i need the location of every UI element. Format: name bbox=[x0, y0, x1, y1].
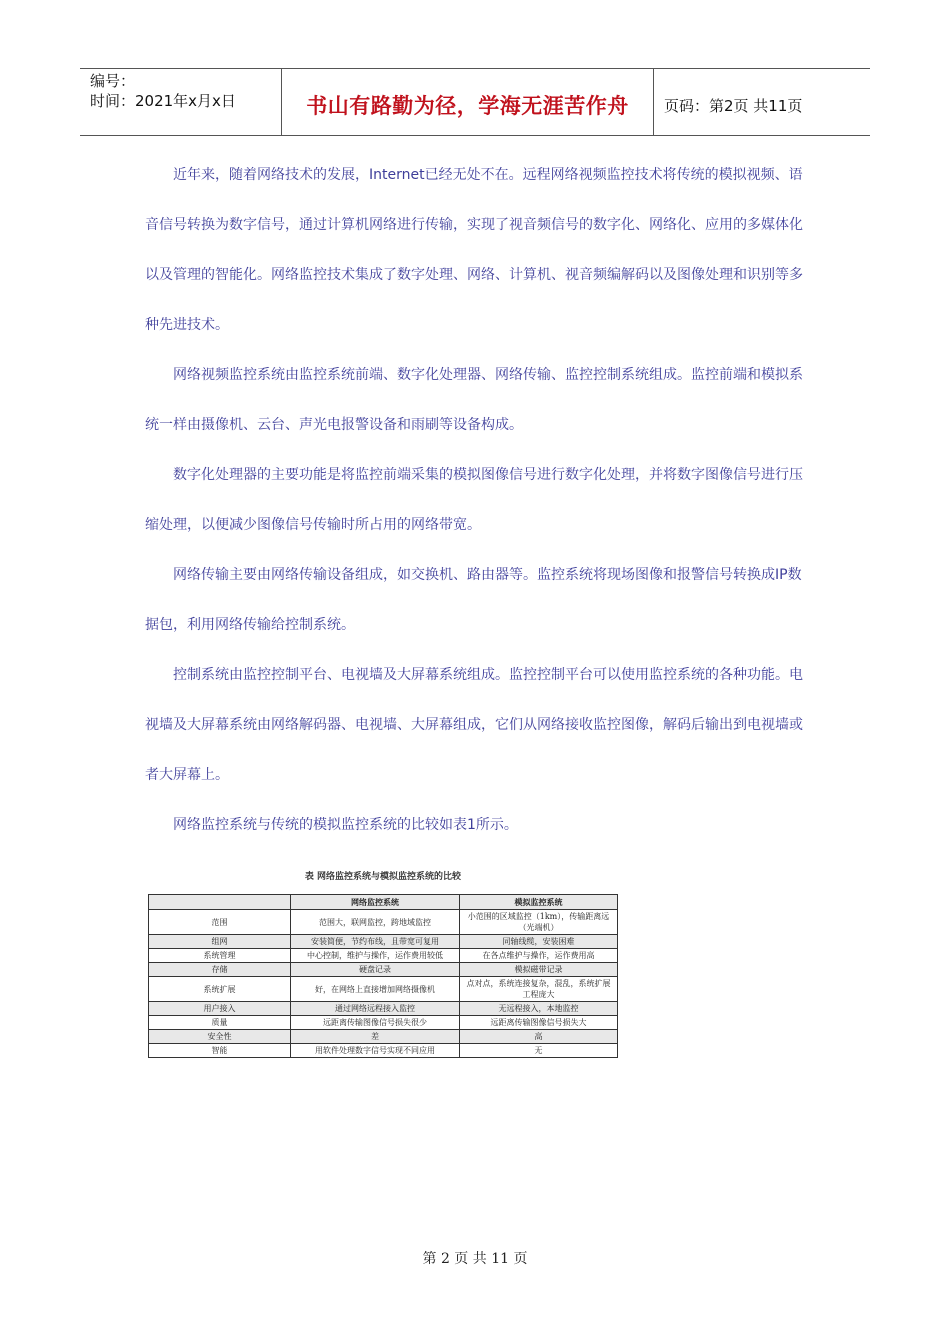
table-row bbox=[149, 1016, 618, 1030]
page-footer: 第 2 页 共 11 页 bbox=[422, 1251, 528, 1267]
table-row bbox=[149, 1030, 618, 1044]
table-row bbox=[149, 1044, 618, 1058]
table-cell: 同轴线缆，安装困难 bbox=[460, 935, 618, 949]
table-row bbox=[149, 977, 618, 1002]
table-cell: 质量 bbox=[149, 1016, 291, 1030]
table-cell: 范围大，联网监控，跨地域监控 bbox=[291, 910, 460, 935]
paragraph: 网络传输主要由网络传输设备组成，如交换机、路由器等。监控系统将现场图像和报警信号转换成IP数据包，利用网络传输给控制系统。 bbox=[145, 567, 802, 633]
comparison-table bbox=[148, 894, 618, 1058]
table-cell: 好，在网络上直接增加网络摄像机 bbox=[291, 977, 460, 1002]
table-cell: 用户接入 bbox=[149, 1002, 291, 1016]
header-meta bbox=[80, 69, 282, 135]
table-cell: 系统扩展 bbox=[149, 977, 291, 1002]
table-cell: 差 bbox=[291, 1030, 460, 1044]
paragraph: 数字化处理器的主要功能是将监控前端采集的模拟图像信号进行数字化处理，并将数字图像信号进行压缩处理，以便减少图像信号传输时所占用的网络带宽。 bbox=[145, 467, 803, 533]
table-cell: 智能 bbox=[149, 1044, 291, 1058]
table-cell: 存储 bbox=[149, 963, 291, 977]
table-cell: 远距离传输图像信号损失很少 bbox=[291, 1016, 460, 1030]
table-row bbox=[149, 949, 618, 963]
page-header bbox=[80, 68, 870, 136]
table-row bbox=[149, 910, 618, 935]
paragraph: 网络监控系统与传统的模拟监控系统的比较如表1所示。 bbox=[173, 817, 518, 833]
paragraph: 近年来，随着网络技术的发展，Internet已经无处不在。远程网络视频监控技术将传统的模拟视频、语音信号转换为数字信号，通过计算机网络进行传输，实现了视音频信号的数字化、网络化、应用的多媒体化以及管理的智能化。网络监控技术集成了数字处理、网络、计算机、视音频编解码以及图像处理和识别等多种先进技术。 bbox=[145, 167, 803, 333]
table-cell: 安全性 bbox=[149, 1030, 291, 1044]
table-header-cell bbox=[149, 895, 291, 910]
paragraph: 网络视频监控系统由监控系统前端、数字化处理器、网络传输、监控控制系统组成。监控前端和模拟系统一样由摄像机、云台、声光电报警设备和雨刷等设备构成。 bbox=[145, 367, 803, 433]
document-body bbox=[145, 150, 813, 850]
header-page-info: 页码：第2页 共11页 bbox=[664, 96, 803, 115]
table-cell: 范围 bbox=[149, 910, 291, 935]
header-motto: 书山有路勤为径，学海无涯苦作舟 bbox=[282, 69, 654, 135]
table-cell: 硬盘记录 bbox=[291, 963, 460, 977]
table-cell: 中心控制，维护与操作，运作费用较低 bbox=[291, 949, 460, 963]
table-cell: 系统管理 bbox=[149, 949, 291, 963]
table-cell: 无 bbox=[460, 1044, 618, 1058]
table-header-cell: 网络监控系统 bbox=[291, 895, 460, 910]
paragraph: 控制系统由监控控制平台、电视墙及大屏幕系统组成。监控控制平台可以使用监控系统的各种功能。电视墙及大屏幕系统由网络解码器、电视墙、大屏幕组成，它们从网络接收监控图像，解码后输出到电视墙或者大屏幕上。 bbox=[145, 667, 803, 783]
table-cell: 高 bbox=[460, 1030, 618, 1044]
table-cell: 小范围的区域监控（1km），传输距离远（光端机） bbox=[460, 910, 618, 935]
table-cell: 组网 bbox=[149, 935, 291, 949]
document-time-label: 时间：2021年x月x日 bbox=[90, 92, 236, 110]
table-cell: 通过网络远程接入监控 bbox=[291, 1002, 460, 1016]
table-caption: 表 网络监控系统与模拟监控系统的比较 bbox=[304, 872, 462, 882]
table-cell: 远距离传输图像信号损失大 bbox=[460, 1016, 618, 1030]
table-header-row bbox=[149, 895, 618, 910]
table-cell: 用软件处理数字信号实现不同应用 bbox=[291, 1044, 460, 1058]
table-cell: 无远程接入，本地监控 bbox=[460, 1002, 618, 1016]
document-number-label: 编号： bbox=[90, 72, 136, 90]
table-cell: 在各点维护与操作，运作费用高 bbox=[460, 949, 618, 963]
comparison-table-figure bbox=[148, 868, 618, 1058]
table-cell: 安装简便，节约布线，且带宽可复用 bbox=[291, 935, 460, 949]
table-cell: 模拟磁带记录 bbox=[460, 963, 618, 977]
table-cell: 点对点，系统连接复杂，混乱，系统扩展工程庞大 bbox=[460, 977, 618, 1002]
table-row bbox=[149, 963, 618, 977]
table-row bbox=[149, 935, 618, 949]
table-row bbox=[149, 1002, 618, 1016]
table-header-cell: 模拟监控系统 bbox=[460, 895, 618, 910]
